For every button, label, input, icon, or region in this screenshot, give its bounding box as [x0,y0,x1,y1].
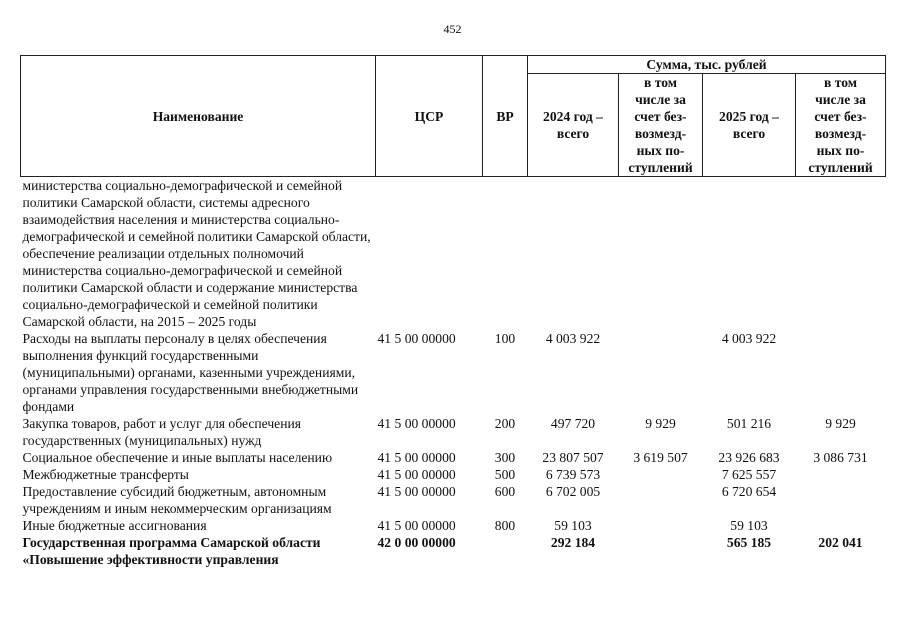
row-csr: 41 5 00 00000 [377,484,456,499]
row-2024-total: 6 702 005 [545,484,601,499]
row-2025-total: 59 103 [730,518,768,533]
row-name: Предоставление субсидий бюджетным, автономным учреждениям и иным некоммерческим организациям [22,484,332,516]
header-csr: ЦСР [376,56,483,177]
row-name: Межбюджетные трансферты [22,467,189,482]
header-2025-free: в том числе за счет без- возмезд- ных по- ступлений [796,74,886,177]
row-2024-free [619,466,703,483]
row-2024-total: 6 739 573 [545,467,601,482]
row-vr: 800 [494,518,516,533]
table-row [21,177,886,331]
row-2024-free [619,483,703,517]
table-row [21,517,886,534]
row-2025-total: 7 625 557 [721,467,777,482]
row-csr: 41 5 00 00000 [377,416,456,431]
row-2025-total [703,177,796,331]
row-2024-total: 497 720 [550,416,596,431]
header-2025-total: 2025 год – всего [703,74,796,177]
page-number: 452 [443,22,462,36]
row-csr: 41 5 00 00000 [377,467,456,482]
row-2025-total: 565 185 [726,535,772,550]
table-body [21,177,886,569]
header-2024-free: в том числе за счет без- возмезд- ных по- ступлений [619,74,703,177]
row-2024-total: 292 184 [550,535,596,550]
row-2024-total [528,177,619,331]
header-vr: ВР [483,56,528,177]
row-2024-total: 23 807 507 [542,450,604,465]
row-2024-free: 9 929 [645,416,676,431]
row-2025-free [796,330,886,415]
row-vr: 100 [494,331,516,346]
table-row [21,483,886,517]
row-2024-free [619,517,703,534]
row-vr: 200 [494,416,516,431]
row-vr [483,177,528,331]
row-csr: 41 5 00 00000 [377,450,456,465]
row-2025-free [796,177,886,331]
row-2024-free: 3 619 507 [633,450,688,465]
row-2024-total: 4 003 922 [545,331,601,346]
row-2025-total: 4 003 922 [721,331,777,346]
row-2025-total: 6 720 654 [721,484,777,499]
table-row [21,449,886,466]
row-vr: 500 [494,467,516,482]
row-csr: 42 0 00 00000 [377,535,456,550]
row-2024-free [619,177,703,331]
header-2024-total: 2024 год – всего [528,74,619,177]
row-vr: 600 [494,484,516,499]
row-2025-free [796,517,886,534]
row-2024-free [619,330,703,415]
row-2025-free [796,466,886,483]
row-name: Иные бюджетные ассигнования [22,518,207,533]
row-name: Социальное обеспечение и иные выплаты населению [22,450,333,465]
header-sum-group: Сумма, тыс. рублей [528,56,886,74]
row-2025-free: 9 929 [825,416,856,431]
row-vr [483,534,528,568]
row-2025-free: 202 041 [818,535,863,550]
row-name: Государственная программа Самарской области «Повышение эффективности управления [22,535,321,567]
table-row [21,466,886,483]
row-csr [376,177,483,331]
row-name: Расходы на выплаты персоналу в целях обеспечения выполнения функций государственными (муниципальными) органами, казенными учреждениями, органами управления государственными внебюджетными фондами [22,331,359,414]
header-name: Наименование [21,56,376,177]
budget-table [20,55,886,568]
row-2025-total: 23 926 683 [718,450,780,465]
table-row-program [21,534,886,568]
row-name: министерства социально-демографической и семейной политики Самарской области, системы адресного взаимодействия населения и министерства социально-демографической и семейной политики Самарской области, обеспечение реализации отдельных полномочий министерства социально-демографической и семейной политики Самарской области и содержание министерства социально-демографической и семейной политики Самарской области, на 2015 – 2025 годы [22,178,371,329]
table-row [21,330,886,415]
row-2025-free [796,483,886,517]
row-2025-free: 3 086 731 [813,450,868,465]
row-2025-total: 501 216 [726,416,772,431]
row-csr: 41 5 00 00000 [377,331,456,346]
row-name: Закупка товаров, работ и услуг для обеспечения государственных (муниципальных) нужд [22,416,301,448]
table-row [21,415,886,449]
row-vr: 300 [494,450,516,465]
row-2024-free [619,534,703,568]
table-header [21,56,886,177]
row-csr: 41 5 00 00000 [377,518,456,533]
row-2024-total: 59 103 [554,518,592,533]
